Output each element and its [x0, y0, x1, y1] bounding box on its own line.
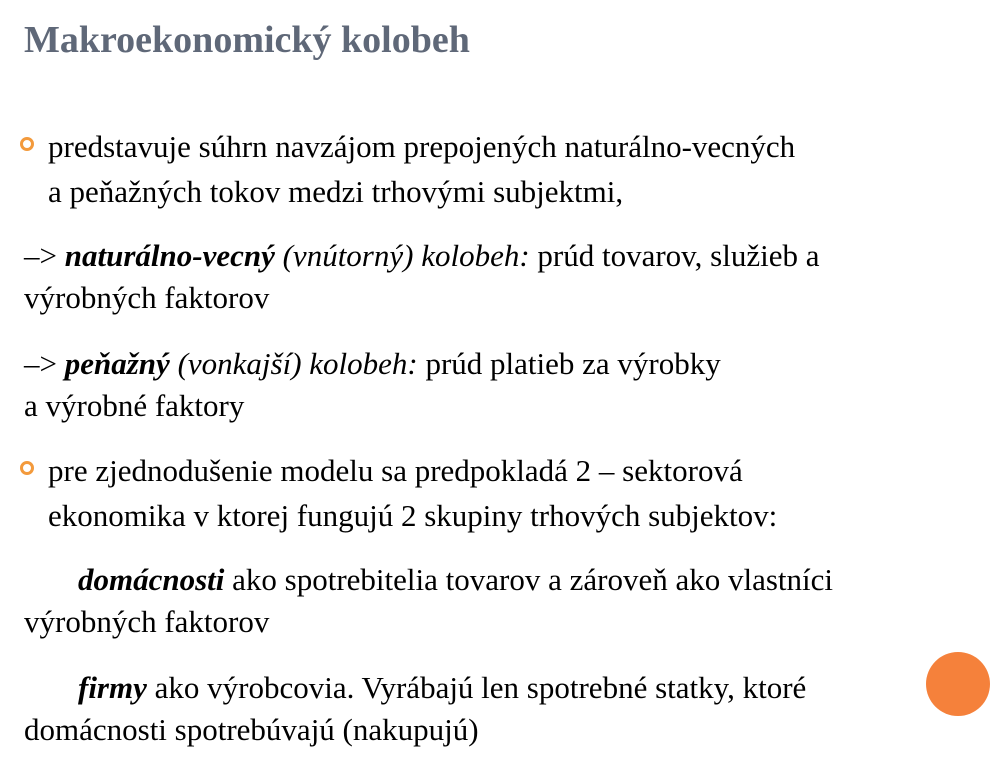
monetary-flow-term: peňažný [64, 346, 170, 381]
firms-description: ako výrobcovia. Vyrábajú len spotrebné statky, ktoré [146, 670, 807, 705]
slide-title: Makroekonomický kolobeh [24, 19, 470, 61]
households-description: ako spotrebitelia tovarov a zároveň ako vlastníci [224, 562, 833, 597]
monetary-flow-qualifier: (vonkajší) kolobeh: [169, 346, 418, 381]
firms-term: firmy [78, 670, 147, 705]
natural-flow-description: prúd tovarov, služieb a [529, 238, 820, 273]
bullet-ring-icon [20, 137, 34, 151]
natural-flow-qualifier: (vnútorný) kolobeh: [274, 238, 530, 273]
firms-line2: domácnosti spotrebúvajú (nakupujú) [24, 712, 479, 747]
households-line1 [78, 560, 833, 600]
orange-circle-decoration [926, 652, 990, 716]
bullet-ring-icon [20, 461, 34, 475]
monetary-flow-description: prúd platieb za výrobky [417, 346, 721, 381]
monetary-flow-arrow: –> [24, 346, 65, 381]
bullet1-line2: a peňažných tokov medzi trhovými subjektmi, [48, 174, 624, 209]
bullet2-line1: pre zjednodušenie modelu sa predpokladá 2 – sektorová [48, 453, 743, 488]
monetary-flow-line2: a výrobné faktory [24, 388, 245, 423]
firms-line1 [78, 668, 806, 708]
natural-flow-arrow: –> [24, 238, 65, 273]
natural-flow-term: naturálno-vecný [64, 238, 275, 273]
households-term: domácnosti [78, 562, 225, 597]
bullet1-line1: predstavuje súhrn navzájom prepojených naturálno-vecných [48, 129, 796, 164]
households-line2: výrobných faktorov [24, 604, 270, 639]
natural-flow-line2: výrobných faktorov [24, 280, 270, 315]
monetary-flow-line1 [24, 344, 721, 384]
natural-flow-line1 [24, 236, 819, 276]
bullet2-line2: ekonomika v ktorej fungujú 2 skupiny trhových subjektov: [48, 498, 778, 533]
